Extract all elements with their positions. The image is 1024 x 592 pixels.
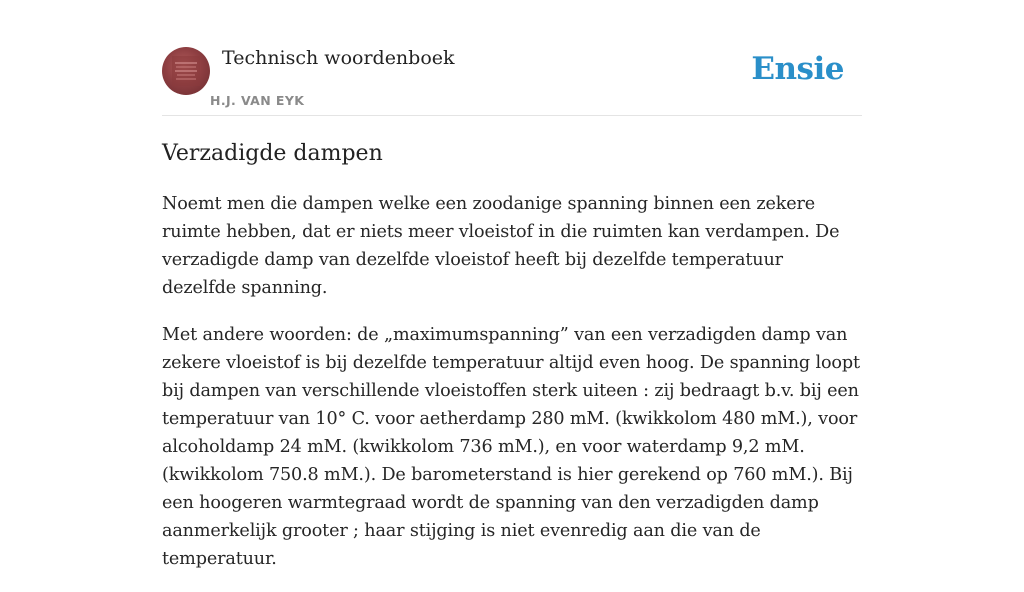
book-cover-icon[interactable] [162,47,210,95]
article-paragraph-1: Noemt men die dampen welke een zoodanige spanning binnen een zekere ruimte hebben, dat er niets meer vloeistof in die ruimten kan verdampen. De verzadigde damp van dezelfde vloeistof heeft bij dezelfde temperatuur dezelfde spanning. [162,194,840,298]
book-header [162,46,862,116]
article-paragraph-2: Met andere woorden: de „maximumspanning” van een verzadigden damp van zekere vloeistof is bij dezelfde temperatuur altijd even hoog. De spanning loopt bij dampen van verschillende vloeistoffen sterk uiteen : zij bedraagt b.v. bij een temperatuur van 10° C. voor aetherdamp 280 mM. (kwikkolom 480 mM.), voor alcoholdamp 24 mM. (kwikkolom 736 mM.), en voor waterdamp 9,2 mM. (kwikkolom 750.8 mM.). De barometerstand is hier gerekend op 760 mM.). Bij een hoogeren warmtegraad wordt de spanning van den verzadigden damp aanmerkelijk grooter ; haar stijging is niet evenredig aan die van de temperatuur. [162,325,860,569]
ensie-logo[interactable]: Ensie [751,51,844,87]
article-title: Verzadigde dampen [162,141,383,166]
book-author[interactable]: H.J. VAN EYK [210,93,305,108]
article [162,138,862,592]
book-title-link[interactable]: Technisch woordenboek [222,47,455,69]
header-divider [162,115,862,116]
